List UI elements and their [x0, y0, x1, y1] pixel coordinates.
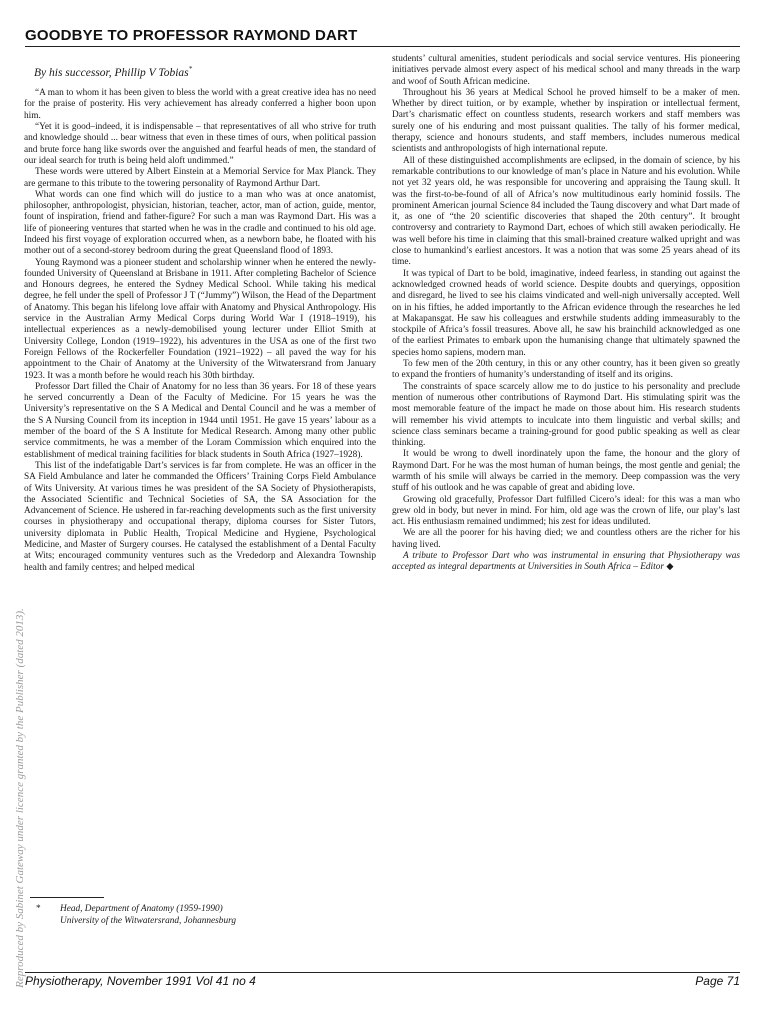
paragraph: Young Raymond was a pioneer student and scholarship winner when he entered the newly-founded University of Queensland at Brisbane in 1911. After completing Bachelor of Science and Honours degrees, he entered the Sydney Medical School. While taking his medical degree, he fell under the spell of Professor J T (“Jummy”) Wilson, the Head of the Department of Anatomy. This began his lifelong love affair with Anatomy and Physical Anthropology. His service in the Australian Army Medical Corps during World War I (1918–1919), his intellectual experiences as a newly-demobilised young lecturer under Elliot Smith at University College, London (1919–1922), his adventures in the USA as one of the first two Foreign Fellows of the Rockerfeller Foundation (1921–1922) – all paved the way for his appointment to the Chair of Anatomy at the University of the Witwatersrand from January 1923. It was a month before he would reach his 30th birthday. — [24, 257, 376, 381]
paragraph: This list of the indefatigable Dart’s services is far from complete. He was an officer in the SA Field Ambulance and later he commanded the Officers’ Training Corps Field Ambulance of Wits University. At various times he was president of the SA Society of Physiotherapists, the Associated Scientific and Technical Societies of SA, the SA Association for the Advancement of Science. He ushered in far-reaching developments such as the first university courses in physiotherapy and occupational therapy, diploma courses for Sister Tutors, university diplomata in Public Health, Tropical Medicine and Hygiene, Psychological Medicine, and Master of Surgery courses. He catalysed the establishment of a Dental Faculty at Wits; encouraged community ventures such as the Vrededorp and Alexandra Township health and family centres; and helped medical — [24, 460, 376, 573]
diamond-icon: ◆ — [666, 562, 674, 573]
byline-text: By his successor, Phillip V Tobias — [34, 66, 189, 79]
paragraph: It was typical of Dart to be bold, imaginative, indeed fearless, in standing out against the acknowledged crowned heads of world science. Despite doubts and queryings, opposition and disregard, he lived to see his claims vindicated and well-nigh universally accepted. Well on in his fifties, he added importantly to the African evidence through the researches he led at Makapansgat. He saw his colleagues and erstwhile students adding immeasurably to the stockpile of Africa’s fossil treasures. Above all, he saw his brainchild acknowledged as one of the earliest Primates to embark upon the humanising change that ultimately spawned the species homo sapiens, modern man. — [392, 268, 740, 358]
paragraph: “Yet it is good–indeed, it is indispensable – that representatives of all who strive for truth and knowledge should ... bear witness that even in these times of ours, when political passion and brute force hang like swords over the anguished and fearful heads of men, the standard of our ideal search for truth is being held aloft undimmed.” — [24, 122, 376, 166]
paragraph: Professor Dart filled the Chair of Anatomy for no less than 36 years. For 18 of these years he served concurrently a Dean of the Faculty of Medicine. For 15 years he was the University’s representative on the S A Medical and Dental Council and he was a member of the S A Nursing Council from its inception in 1944 until 1951. He gave 15 years’ labour as a member of the board of the S A Institute for Medical Research. Among many other public service commitments, he was a member of the Loram Commission which enquired into the establishment of medical training facilities for black students in South Africa (1927–1928). — [24, 381, 376, 460]
footnote-mark: * — [36, 904, 41, 914]
paragraph: Throughout his 36 years at Medical School he proved himself to be a maker of men. Whether by direct tuition, or by example, whether by inspiration or intellectual ferment, Dart’s charismatic effect on countless students, research workers and staff members was surely one of his enduring and most puissant qualities. The tally of his former medical, therapy, science and honours students, and staff members, includes numerous medical scientists and anthropologists of high international repute. — [392, 87, 740, 155]
left-column — [24, 54, 376, 574]
editor-note-text: A tribute to Professor Dart who was instrumental in ensuring that Physiotherapy was accepted as integral departments at Universities in South Africa – Editor — [392, 551, 740, 573]
byline-footnote-mark: * — [188, 65, 193, 73]
footnote-line-2: University of the Witwatersrand, Johannesburg — [60, 916, 237, 926]
journal-citation: Physiotherapy, November 1991 Vol 41 no 4 — [25, 974, 256, 988]
page-footer — [25, 972, 740, 988]
page-number: Page 71 — [695, 974, 740, 988]
footnote-divider — [30, 897, 104, 898]
paragraph: What words can one find which will do justice to a man who was at once anatomist, philosopher, anthropologist, physician, historian, teacher, actor, man of action, guide, mentor, fount of inspiration, friend and father-figure? For such a man was Raymond Dart. His was a life of pioneering ventures that started when he was in the cradle and continued to his old age. Indeed his first voyage of exploration occurred when, as a newborn babe, he floated with his mother out of a second-storey bedroom during the great Queensland flood of 1893. — [24, 189, 376, 257]
publisher-watermark: Reproduced by Sabinet Gateway under licence granted by the Publisher (dated 2013). — [14, 608, 26, 988]
footnote — [36, 903, 366, 927]
paragraph: The constraints of space scarcely allow me to do justice to his personality and preclude mention of numerous other contributions of Raymond Dart. His stimulating spirit was the most memorable feature of the impact he made on those about him. His research students will remember his vivid attempts to inculcate into them linguistic and verbal skills; and science class seminars became a training-ground for good public speaking as well as clear thinking. — [392, 381, 740, 449]
right-column — [392, 54, 740, 574]
byline — [34, 64, 376, 79]
paragraph: All of these distinguished accomplishments are eclipsed, in the domain of science, by his remarkable contributions to our knowledge of man’s place in Nature and his evolution. While not yet 32 years old, he was responsible for uncovering and appraising the Taung skull. It was the first-to-be-found of all of Africa’s now multitudinous early hominid fossils. The prominent American journal Science 84 included the Taung discovery and what Dart made of it, as one of “the 20 scientific discoveries that shaped the 20th century”. It brought controversy and contrariety to Raymond Dart, echoes of which still awaken periodically. He was well before his time in claiming that this small-brained creature walked upright and was close to humankind’s earliest ancestors. It was a notion that was some 25 years ahead of its time. — [392, 155, 740, 268]
page-header — [25, 27, 740, 47]
paragraph: To few men of the 20th century, in this or any other country, has it been given so greatly to expand the frontiers of humanity’s understanding of itself and its origins. — [392, 359, 740, 381]
page-title: GOODBYE TO PROFESSOR RAYMOND DART — [25, 27, 358, 44]
paragraph: Growing old gracefully, Professor Dart fulfilled Cicero’s ideal: for this was a man who grew old in body, but never in mind. For him, old age was the crown of life, our play’s last act. His enthusiasm remained undimmed; his zest for ideas undiluted. — [392, 494, 740, 528]
paragraph: “A man to whom it has been given to bless the world with a great creative idea has no need for the praise of posterity. His very achievement has already conferred a higher boon upon him. — [24, 88, 376, 121]
footnote-line-1: Head, Department of Anatomy (1959-1990) — [60, 904, 223, 914]
paragraph: students’ cultural amenities, student periodicals and social service ventures. His pioneering initiatives pervade almost every aspect of his medical school and many threads in the warp and woof of South African medicine. — [392, 54, 740, 87]
paragraph: These words were uttered by Albert Einstein at a Memorial Service for Max Planck. They are germane to this tribute to the towering personality of Raymond Arthur Dart. — [24, 167, 376, 189]
paragraph: We are all the poorer for his having died; we and countless others are the richer for his having lived. — [392, 528, 740, 550]
editor-note — [392, 551, 740, 574]
paragraph: It would be wrong to dwell inordinately upon the fame, the honour and the glory of Raymond Dart. For he was the most human of human beings, the most gentle and genial; the warmth of his smile will always be carried in the memory. Deep compassion was the very stuff of his outlook and he was capable of great and abiding love. — [392, 449, 740, 494]
